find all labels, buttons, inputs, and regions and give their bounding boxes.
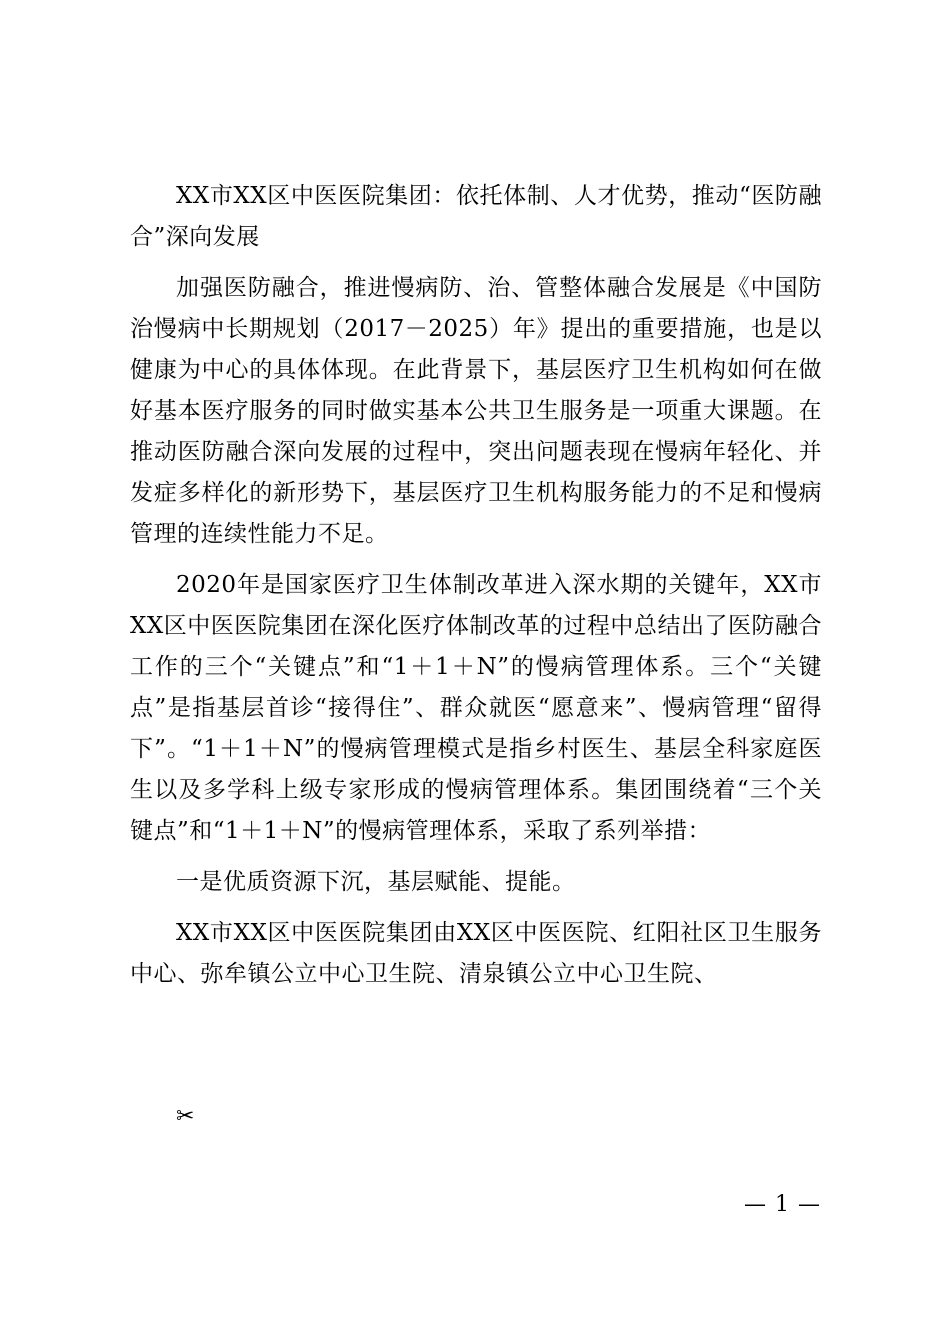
paragraph-1: 加强医防融合，推进慢病防、治、管整体融合发展是《中国防治慢病中长期规划（2017－2025）年》提出的重要措施，也是以健康为中心的具体体现。在此背景下，基层医疗卫生机构如何在做好基本医疗服务的同时做实基本公共卫生服务是一项重大课题。在推动医防融合深向发展的过程中，突出问题表现在慢病年轻化、并发症多样化的新形势下，基层医疗卫生机构服务能力的不足和慢病管理的连续性能力不足。	[130, 275, 822, 547]
page-number: — 1 —	[744, 1192, 821, 1217]
paragraph-3: 一是优质资源下沉，基层赋能、提能。	[176, 869, 576, 895]
document-body	[130, 176, 822, 1005]
document-title: XX市XX区中医医院集团：依托体制、人才优势，推动“医防融合”深向发展	[130, 183, 822, 250]
scissors-icon: ✂	[176, 1104, 195, 1129]
paragraph-2: 2020年是国家医疗卫生体制改革进入深水期的关键年，XX市XX区中医医院集团在深化医疗体制改革的过程中总结出了医防融合工作的三个“关键点”和“1＋1＋N”的慢病管理体系。三个“关键点”是指基层首诊“接得住”、群众就医“愿意来”、慢病管理“留得下”。“1＋1＋N”的慢病管理模式是指乡村医生、基层全科家庭医生以及多学科上级专家形成的慢病管理体系。集团围绕着“三个关键点”和“1＋1＋N”的慢病管理体系，采取了系列举措：	[130, 572, 822, 844]
paragraph-4: XX市XX区中医医院集团由XX区中医医院、红阳社区卫生服务中心、弥牟镇公立中心卫生院、清泉镇公立中心卫生院、	[130, 920, 822, 987]
